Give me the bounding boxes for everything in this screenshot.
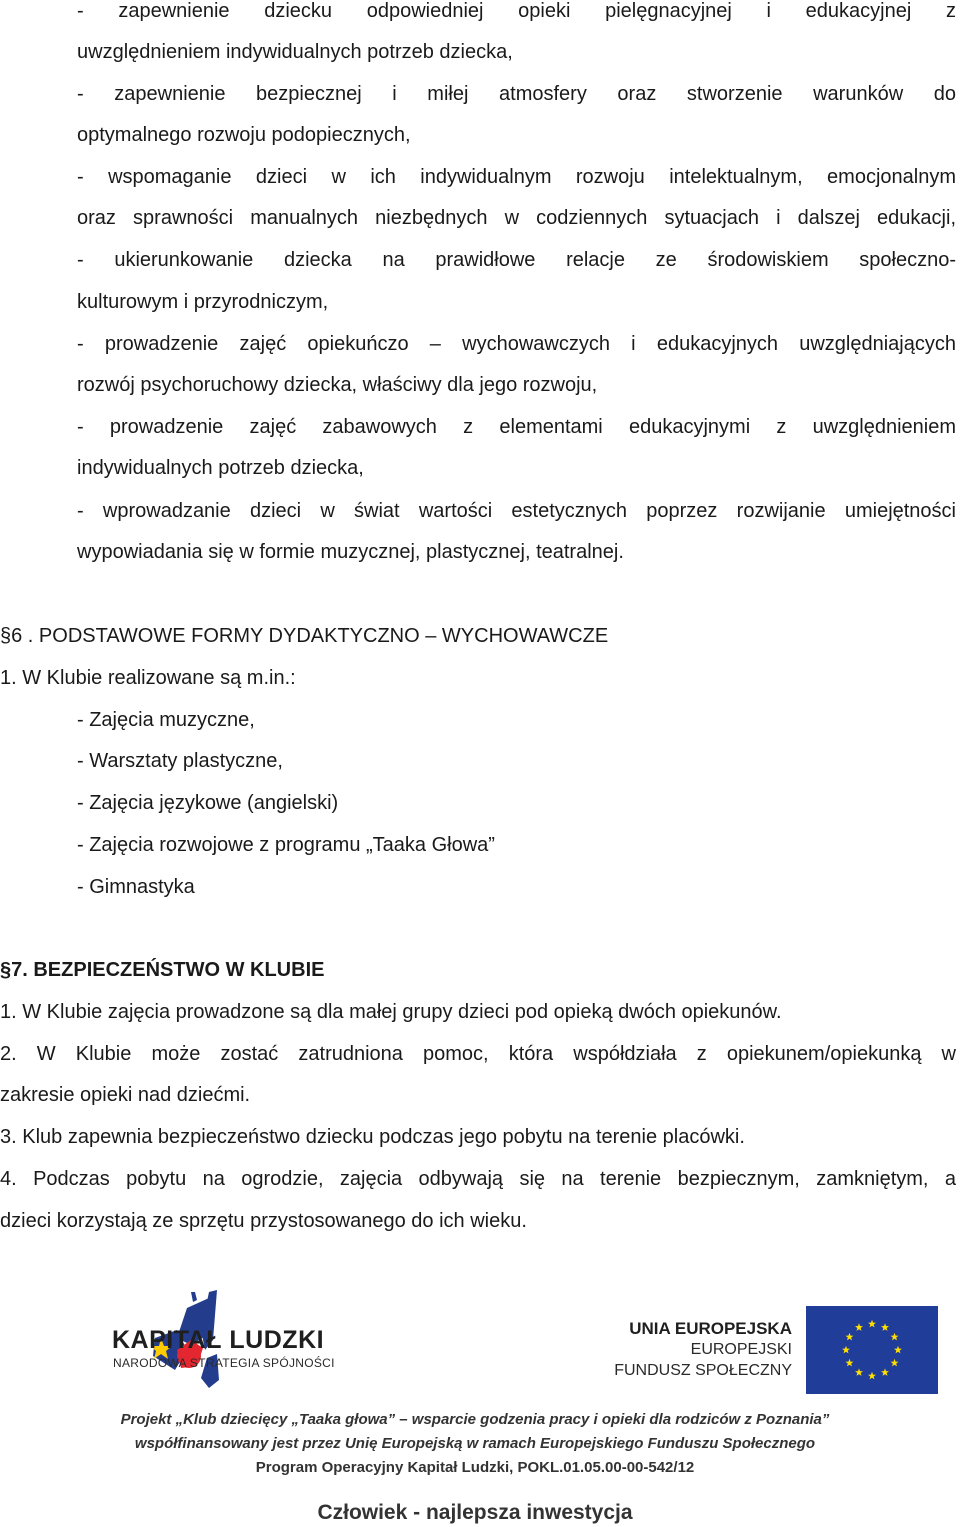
project-line-1: Projekt „Klub dziecięcy „Taaka głowa” – wsparcie godzenia pracy i opieki dla rodziców z Poznania” xyxy=(120,1411,830,1428)
body-line: rozwój psychoruchowy dziecka, właściwy dla jego rozwoju, xyxy=(77,374,598,396)
section-6-intro: 1. W Klubie realizowane są m.in.: xyxy=(0,667,296,689)
list-item: - Zajęcia rozwojowe z programu „Taaka Głowa” xyxy=(77,834,495,856)
section-6-heading: §6 . PODSTAWOWE FORMY DYDAKTYCZNO – WYCHOWAWCZE xyxy=(0,625,609,647)
section-7-line: dzieci korzystają ze sprzętu przystosowanego do ich wieku. xyxy=(0,1210,527,1232)
section-7-line: zakresie opieki nad dziećmi. xyxy=(0,1084,251,1106)
eu-label-line2: EUROPEJSKI xyxy=(690,1341,792,1358)
kapital-ludzki-subtitle: NARODOWA STRATEGIA SPÓJNOŚCI xyxy=(113,1356,335,1370)
list-item: - Warsztaty plastyczne, xyxy=(77,750,283,772)
body-line: indywidualnych potrzeb dziecka, xyxy=(77,457,364,479)
body-line: wypowiadania się w formie muzycznej, plastycznej, teatralnej. xyxy=(77,541,624,563)
body-line: - prowadzenie zajęć zabawowych z elementami edukacyjnymi z uwzględnieniem xyxy=(77,416,956,438)
section-7-line: 1. W Klubie zajęcia prowadzone są dla małej grupy dzieci pod opieką dwóch opiekunów. xyxy=(0,1001,782,1023)
body-line: - zapewnienie bezpiecznej i miłej atmosfery oraz stworzenie warunków do xyxy=(77,83,956,105)
body-line: - wprowadzanie dzieci w świat wartości estetycznych poprzez rozwijanie umiejętności xyxy=(77,500,956,522)
body-line: - prowadzenie zajęć opiekuńczo – wychowawczych i edukacyjnych uwzględniających xyxy=(77,333,956,355)
slogan: Człowiek - najlepsza inwestycja xyxy=(317,1501,633,1524)
eu-label-line1: UNIA EUROPEJSKA xyxy=(629,1319,792,1338)
body-line: optymalnego rozwoju podopiecznych, xyxy=(77,124,411,146)
project-line-3: Program Operacyjny Kapitał Ludzki, POKL.01.05.00-00-542/12 xyxy=(255,1459,695,1476)
body-line: oraz sprawności manualnych niezbędnych w codziennych sytuacjach i dalszej edukacji, xyxy=(77,207,956,229)
project-line-2: współfinansowany jest przez Unię Europejską w ramach Europejskiego Funduszu Społecznego xyxy=(134,1435,816,1452)
body-line: uwzględnieniem indywidualnych potrzeb dziecka, xyxy=(77,41,513,63)
section-7-line: 3. Klub zapewnia bezpieczeństwo dziecku podczas jego pobytu na terenie placówki. xyxy=(0,1126,745,1148)
list-item: - Zajęcia językowe (angielski) xyxy=(77,792,339,814)
section-7-line: 4. Podczas pobytu na ogrodzie, zajęcia odbywają się na terenie bezpiecznym, zamkniętym, a xyxy=(0,1168,956,1190)
section-7-heading: §7. BEZPIECZEŃSTWO W KLUBIE xyxy=(0,959,325,981)
list-item: - Zajęcia muzyczne, xyxy=(77,709,255,731)
eu-label-line3: FUNDUSZ SPOŁECZNY xyxy=(614,1362,792,1379)
kapital-ludzki-title: KAPITAŁ LUDZKI xyxy=(112,1326,325,1354)
body-line: kulturowym i przyrodniczym, xyxy=(77,291,329,313)
eu-flag-icon xyxy=(806,1306,938,1394)
body-line: - ukierunkowanie dziecka na prawidłowe relacje ze środowiskiem społeczno- xyxy=(77,249,956,271)
body-line: - zapewnienie dziecku odpowiedniej opieki pielęgnacyjnej i edukacyjnej z xyxy=(77,0,956,22)
body-line: - wspomaganie dzieci w ich indywidualnym rozwoju intelektualnym, emocjonalnym xyxy=(77,166,956,188)
list-item: - Gimnastyka xyxy=(77,876,195,898)
section-7-line: 2. W Klubie może zostać zatrudniona pomoc, która współdziała z opiekunem/opiekunką w xyxy=(0,1043,956,1065)
